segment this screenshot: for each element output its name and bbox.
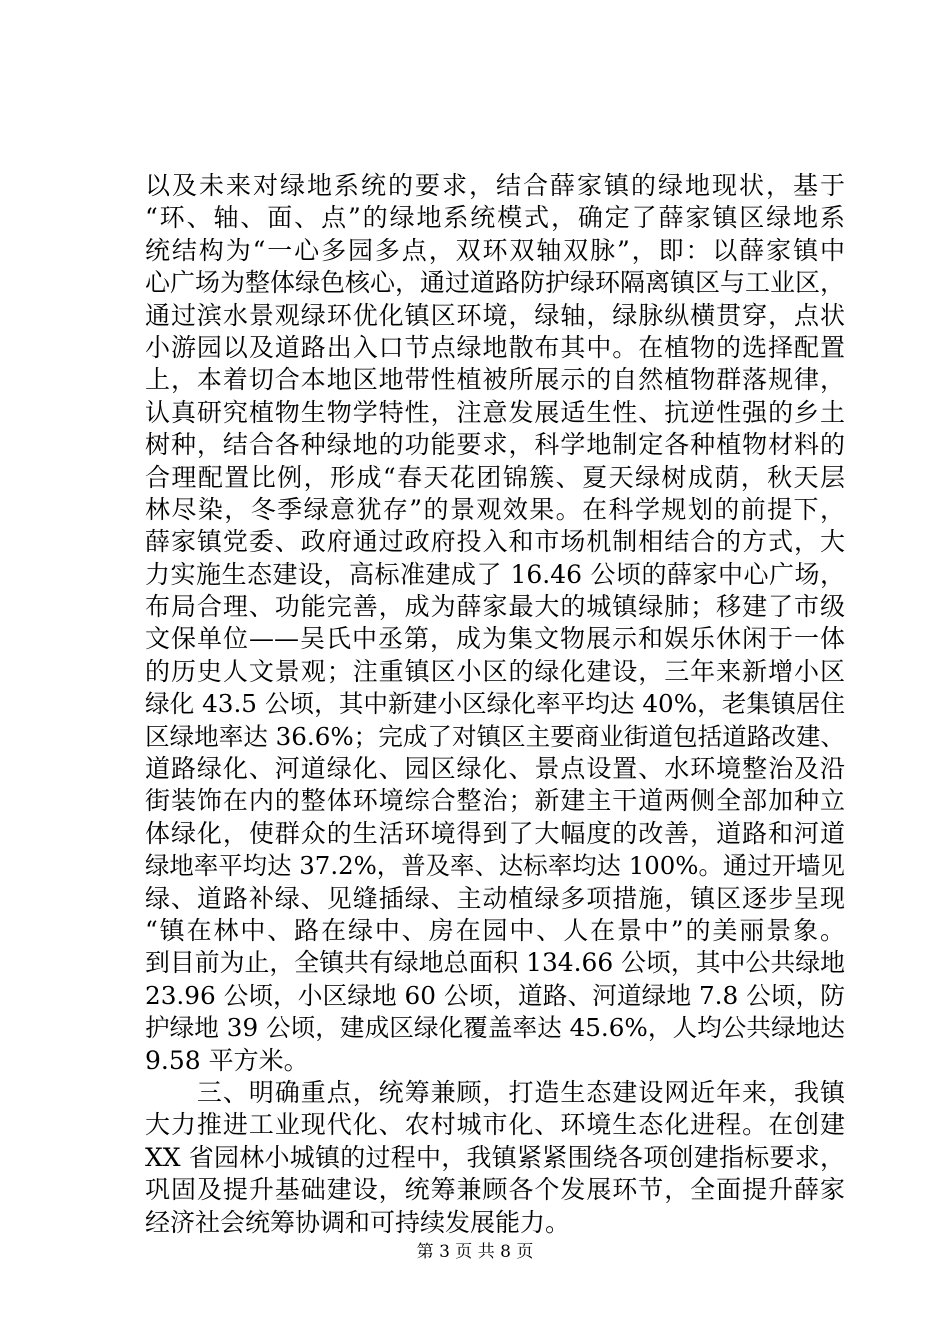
text-line: 的历史人文景观；注重镇区小区的绿化建设，三年来新增小区 <box>145 656 845 686</box>
text-line: 护绿地 39 公顷，建成区绿化覆盖率达 45.6%，人均公共绿地达 <box>145 1013 845 1043</box>
text-line: 绿化 43.5 公顷，其中新建小区绿化率平均达 40%，老集镇居住 <box>145 689 845 719</box>
text-line: 三、明确重点，统筹兼顾，打造生态建设网近年来，我镇 <box>145 1077 845 1107</box>
text-line: “镇在林中、路在绿中、房在园中、人在景中”的美丽景象。 <box>145 915 845 945</box>
text-line: 小游园以及道路出入口节点绿地散布其中。在植物的选择配置 <box>145 332 845 362</box>
text-line: XX 省园林小城镇的过程中，我镇紧紧围绕各项创建指标要求， <box>145 1142 845 1172</box>
text-line: 林尽染，冬季绿意犹存”的景观效果。在科学规划的前提下， <box>145 494 845 524</box>
text-line: 绿、道路补绿、见缝插绿、主动植绿多项措施，镇区逐步呈现 <box>145 883 845 913</box>
text-line: 区绿地率达 36.6%；完成了对镇区主要商业街道包括道路改建、 <box>145 721 845 751</box>
body-text <box>145 170 845 1239</box>
text-line: 认真研究植物生物学特性，注意发展适生性、抗逆性强的乡土 <box>145 397 845 427</box>
text-line: 心广场为整体绿色核心，通过道路防护绿环隔离镇区与工业区， <box>145 268 846 298</box>
text-line: 统结构为“一心多园多点，双环双轴双脉”，即：以薛家镇中 <box>145 235 845 265</box>
text-line: 上，本着切合本地区地带性植被所展示的自然植物群落规律， <box>145 365 845 395</box>
text-line: 街装饰在内的整体环境综合整治；新建主干道两侧全部加种立 <box>145 786 845 816</box>
text-line: 通过滨水景观绿环优化镇区环境，绿轴，绿脉纵横贯穿，点状 <box>145 300 845 330</box>
text-line: 薛家镇党委、政府通过政府投入和市场机制相结合的方式，大 <box>145 527 845 557</box>
text-line: 巩固及提升基础建设，统筹兼顾各个发展环节，全面提升薛家 <box>145 1175 845 1205</box>
text-line: 大力推进工业现代化、农村城市化、环境生态化进程。在创建 <box>145 1110 845 1140</box>
text-line: 合理配置比例，形成“春天花团锦簇、夏天绿树成荫，秋天层 <box>145 462 845 492</box>
text-line: 以及未来对绿地系统的要求，结合薛家镇的绿地现状，基于 <box>145 171 845 200</box>
text-line: 23.96 公顷，小区绿地 60 公顷，道路、河道绿地 7.8 公顷，防 <box>145 980 845 1010</box>
text-line: “环、轴、面、点”的绿地系统模式，确定了薛家镇区绿地系 <box>145 203 845 233</box>
text-line: 9.58 平方米。 <box>145 1045 309 1075</box>
text-line: 经济社会统筹协调和可持续发展能力。 <box>145 1207 571 1237</box>
text-line: 布局合理、功能完善，成为薛家最大的城镇绿肺；移建了市级 <box>145 592 845 622</box>
text-line: 绿地率平均达 37.2%，普及率、达标率均达 100%。通过开墙见 <box>145 851 845 881</box>
text-line: 到目前为止，全镇共有绿地总面积 134.66 公顷，其中公共绿地 <box>145 948 845 978</box>
text-line: 树种，结合各种绿地的功能要求，科学地制定各种植物材料的 <box>145 430 845 460</box>
page-footer: 第 3 页 共 8 页 <box>416 1242 534 1262</box>
text-line: 体绿化，使群众的生活环境得到了大幅度的改善，道路和河道 <box>145 818 845 848</box>
text-line: 力实施生态建设，高标准建成了 16.46 公顷的薛家中心广场， <box>145 559 845 589</box>
text-line: 文保单位——吴氏中丞第，成为集文物展示和娱乐休闲于一体 <box>145 624 845 654</box>
text-line: 道路绿化、河道绿化、园区绿化、景点设置、水环境整治及沿 <box>145 754 845 784</box>
